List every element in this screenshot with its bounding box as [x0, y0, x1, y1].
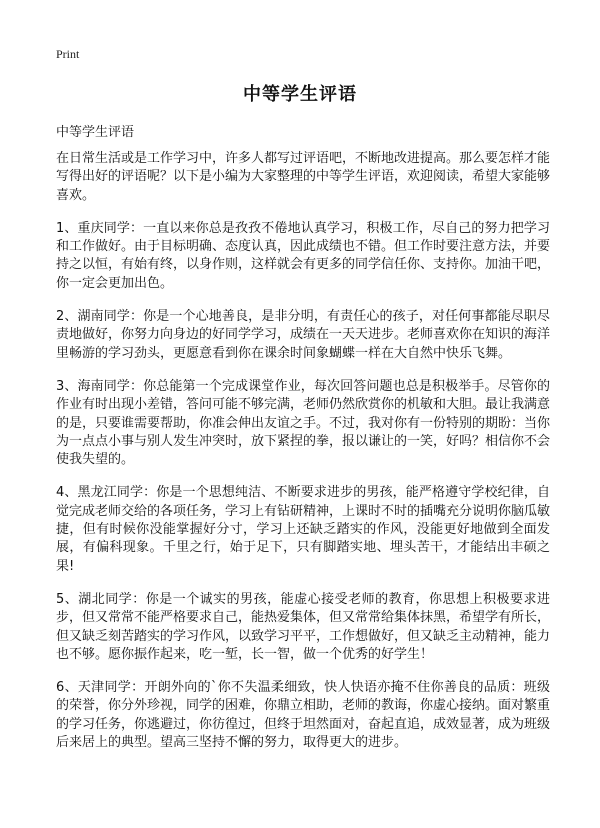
comment-paragraph: 5、湖北同学：你是一个诚实的男孩，能虚心接受老师的教育，你思想上积极要求进步，但又常常不能严格要求自己，能热爱集体，但又常常给集体抹黑，希望学有所长，但又缺乏刻苦踏实的学习作风，以致学习平平，工作想做好，但又缺乏主动精神，能力也不够。愿你振作起来，吃一堑，长一智，做一个优秀的好学生！	[56, 591, 551, 662]
comment-paragraph: 6、天津同学：开朗外向的`你不失温柔细致，快人快语亦掩不住你善良的品质：班级的荣誉，你分外珍视，同学的困难，你鼎立相助，老师的教诲，你虚心接纳。面对繁重的学习任务，你逃避过，你彷徨过，但终于坦然面对，奋起直追，成效显著，成为班级后来居上的典型。望高三坚持不懈的努力，取得更大的进步。	[56, 680, 551, 751]
document-body	[56, 150, 550, 767]
intro-paragraph: 在日常生活或是工作学习中，许多人都写过评语吧，不断地改进提高。那么要怎样才能写得出好的评语呢？以下是小编为大家整理的中等学生评语，欢迎阅读，希望大家能够喜欢。	[56, 151, 551, 203]
comment-paragraph: 3、海南同学：你总能第一个完成课堂作业，每次回答问题也总是积极举手。尽管你的作业有时出现小差错，答问可能不够完满，老师仍然欣赏你的机敏和大胆。最让我满意的是，只要谁需要帮助，你准会伸出友谊之手。不过，我对你有一份特别的期盼：当你为一点点小事与别人发生冲突时，放下紧捏的拳，报以谦让的一笑，好吗？相信你不会使我失望的。	[56, 378, 551, 468]
print-label: Print	[56, 47, 80, 61]
comment-paragraph: 4、黑龙江同学：你是一个思想纯洁、不断要求进步的男孩，能严格遵守学校纪律，自觉完成老师交给的各项任务，学习上有钻研精神，上课时不时的插嘴充分说明你脑瓜敏捷，但有时候你没能掌握好分寸，学习上还缺乏踏实的作风，没能更好地做到全面发展，有偏科现象。千里之行，始于足下，只有脚踏实地、埋头苦干，才能结出丰硕之果!	[56, 485, 551, 574]
comment-paragraph: 1、重庆同学：一直以来你总是孜孜不倦地认真学习，积极工作，尽自己的努力把学习和工作做好。由于目标明确、态度认真，因此成绩也不错。但工作时要注意方法，并要持之以恒，有始有终，以身作则，这样就会有更多的同学信任你、支持你。加油干吧，你一定会更加出色。	[56, 220, 551, 291]
comment-paragraph: 2、湖南同学：你是一个心地善良，是非分明，有责任心的孩子，对任何事都能尽职尽责地做好，你努力向身边的好同学学习，成绩在一天天进步。老师喜欢你在知识的海洋里畅游的学习劲头，更愿意看到你在课余时间象蝴蝶一样在大自然中快乐飞舞。	[56, 309, 551, 361]
page-title: 中等学生评语	[243, 84, 357, 105]
document-subtitle: 中等学生评语	[56, 125, 135, 140]
